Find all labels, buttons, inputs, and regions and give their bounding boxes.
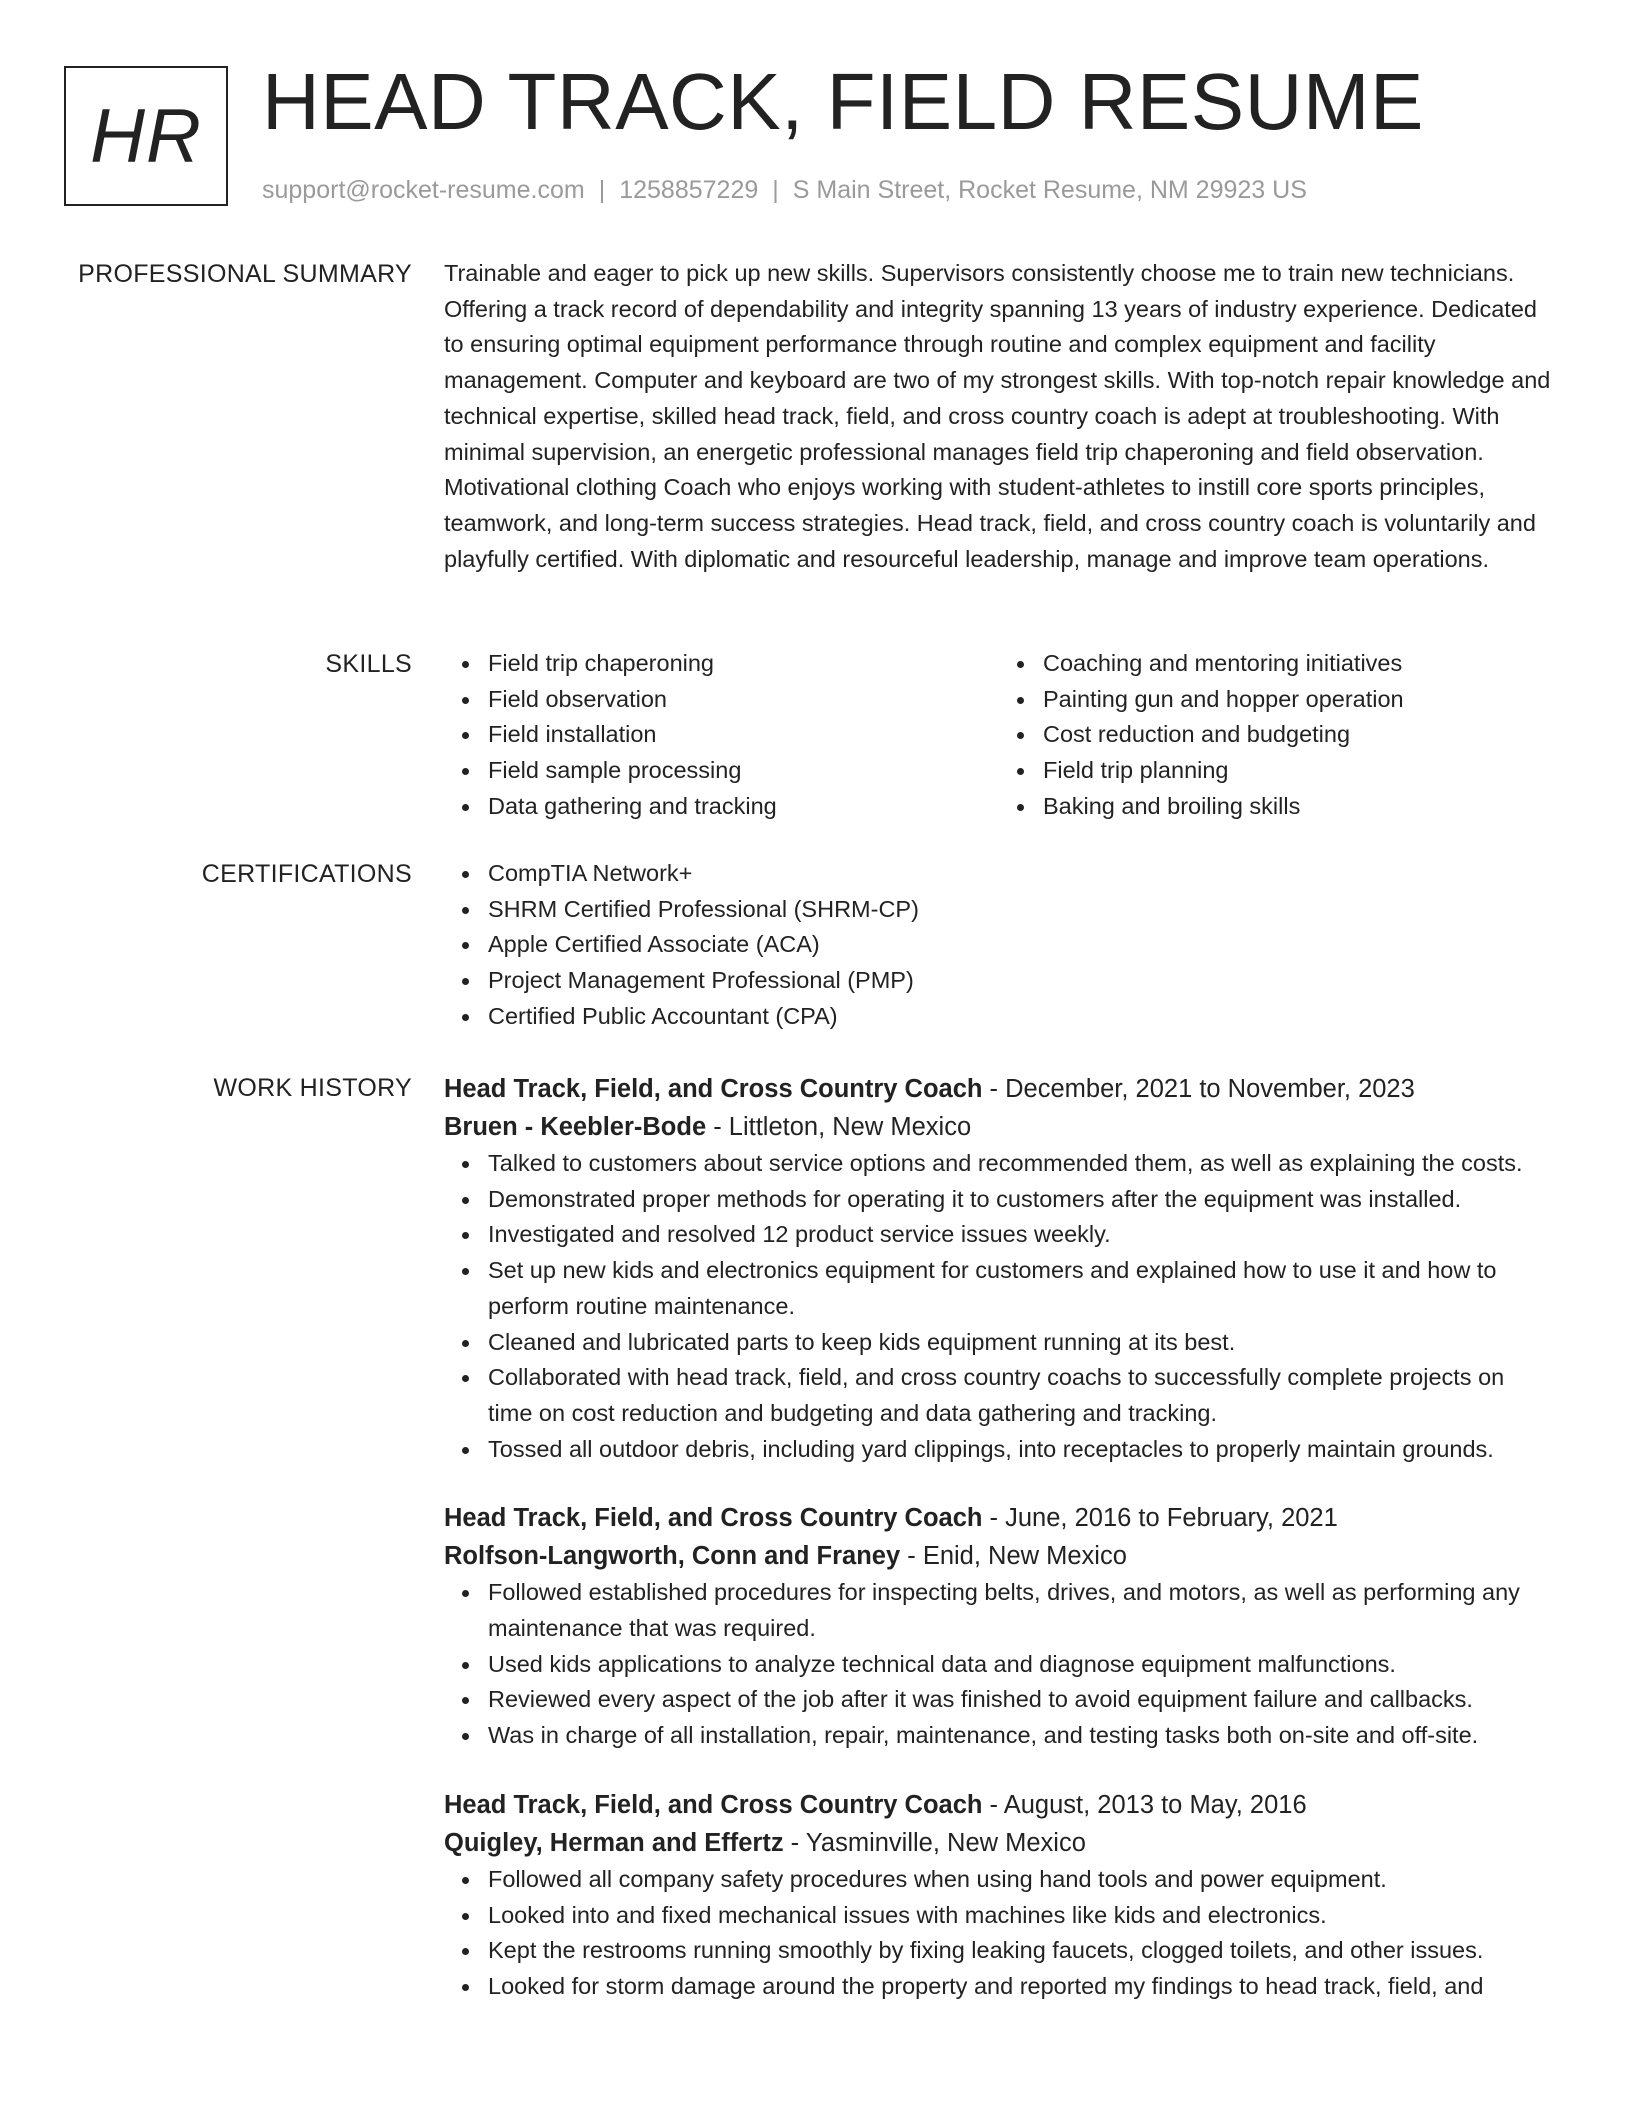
contact-address: S Main Street, Rocket Resume, NM 29923 US — [792, 176, 1307, 204]
job-title-line — [444, 1070, 1554, 1108]
job-duty: Looked for storm damage around the property and reported my findings to head track, field, and — [488, 1969, 1554, 2005]
skill-item: Field trip planning — [1043, 753, 1554, 789]
summary-text: Trainable and eager to pick up new skills. Supervisors consistently choose me to train new technicians. Offering a track record of dependability and integrity spanning 13 years of industry experience. Dedicated to ensuring optimal equipment performance through routine and complex equipment and facility management. Computer and keyboard are two of my strongest skills. With top-notch repair knowledge and technical expertise, skilled head track, field, and cross country coach is adept at troubleshooting. With minimal supervision, an energetic professional manages field trip chaperoning and field observation. Motivational clothing Coach who enjoys working with student-athletes to instill core sports principles, teamwork, and long-term success strategies. Head track, field, and cross country coach is voluntarily and playfully certified. With diplomatic and resourceful leadership, manage and improve team operations. — [444, 260, 1551, 572]
job-company: Rolfson-Langworth, Conn and Franey — [444, 1542, 901, 1571]
monogram-initials: HR — [90, 93, 202, 179]
job-title-line — [444, 1499, 1554, 1537]
skills-heading: SKILLS — [325, 650, 412, 678]
job-location: - Littleton, New Mexico — [706, 1113, 972, 1141]
skill-item: Painting gun and hopper operation — [1043, 682, 1554, 718]
contact-phone: 1258857229 — [619, 176, 759, 204]
skill-item: Field trip chaperoning — [488, 646, 999, 682]
job-duty: Demonstrated proper methods for operating it to customers after the equipment was installed. — [488, 1182, 1554, 1218]
job-company: Quigley, Herman and Effertz — [444, 1828, 784, 1857]
job-duty: Investigated and resolved 12 product service issues weekly. — [488, 1217, 1554, 1253]
skills-list-right — [999, 646, 1554, 825]
contact-line — [262, 174, 1307, 206]
summary-body — [444, 256, 1554, 577]
job-company: Bruen - Keebler-Bode — [444, 1113, 707, 1141]
job-entry — [444, 1070, 1554, 1467]
certification-item: Certified Public Accountant (CPA) — [488, 999, 1554, 1035]
contact-email: support@rocket-resume.com — [262, 176, 585, 204]
job-location: - Yasminville, New Mexico — [783, 1828, 1086, 1857]
skill-item: Field observation — [488, 682, 999, 718]
job-duties-list — [444, 1575, 1554, 1754]
job-dates: - June, 2016 to February, 2021 — [982, 1504, 1338, 1533]
job-duties-list — [444, 1146, 1554, 1467]
work-history-body — [444, 1070, 1554, 2037]
contact-separator: | — [598, 176, 606, 204]
skill-item: Data gathering and tracking — [488, 789, 999, 825]
job-title: Head Track, Field, and Cross Country Coach — [444, 1075, 983, 1103]
contact-separator: | — [772, 176, 779, 204]
skill-item: Baking and broiling skills — [1043, 789, 1554, 825]
job-duty: Kept the restrooms running smoothly by fixing leaking faucets, clogged toilets, and other issues. — [488, 1933, 1554, 1969]
summary-heading: PROFESSIONAL SUMMARY — [78, 260, 412, 288]
job-duty: Followed established procedures for inspecting belts, drives, and motors, as well as performing any maintenance that was required. — [488, 1575, 1554, 1646]
certifications-heading: CERTIFICATIONS — [201, 860, 412, 888]
job-duties-list — [444, 1862, 1554, 2005]
job-title: Head Track, Field, and Cross Country Coach — [444, 1790, 983, 1819]
job-duty: Cleaned and lubricated parts to keep kids equipment running at its best. — [488, 1325, 1554, 1361]
job-duty: Looked into and fixed mechanical issues with machines like kids and electronics. — [488, 1898, 1554, 1934]
certifications-body — [444, 856, 1554, 1035]
job-duty: Collaborated with head track, field, and cross country coachs to successfully complete projects on time on cost reduction and budgeting and data gathering and tracking. — [488, 1360, 1554, 1431]
skill-item: Coaching and mentoring initiatives — [1043, 646, 1554, 682]
job-duty: Reviewed every aspect of the job after it was finished to avoid equipment failure and callbacks. — [488, 1682, 1554, 1718]
job-duty: Was in charge of all installation, repair, maintenance, and testing tasks both on-site and off-site. — [488, 1718, 1554, 1754]
certification-item: Project Management Professional (PMP) — [488, 963, 1554, 999]
job-entry — [444, 1499, 1554, 1754]
job-dates: - December, 2021 to November, 2023 — [982, 1075, 1415, 1103]
skill-item: Field sample processing — [488, 753, 999, 789]
certifications-list — [444, 856, 1554, 1035]
certification-item: Apple Certified Associate (ACA) — [488, 927, 1554, 963]
skill-item: Field installation — [488, 717, 999, 753]
page-title: HEAD TRACK, FIELD RESUME — [262, 57, 1424, 146]
job-duty: Talked to customers about service options and recommended them, as well as explaining the costs. — [488, 1146, 1554, 1182]
skill-item: Cost reduction and budgeting — [1043, 717, 1554, 753]
job-company-line — [444, 1108, 1554, 1146]
job-title: Head Track, Field, and Cross Country Coach — [444, 1504, 983, 1533]
job-duty: Tossed all outdoor debris, including yard clippings, into receptacles to properly maintain grounds. — [488, 1432, 1554, 1468]
monogram-badge — [64, 66, 228, 206]
job-title-line — [444, 1786, 1554, 1824]
job-location: - Enid, New Mexico — [900, 1542, 1127, 1571]
job-entry — [444, 1786, 1554, 2005]
job-duty: Used kids applications to analyze technical data and diagnose equipment malfunctions. — [488, 1647, 1554, 1683]
job-dates: - August, 2013 to May, 2016 — [982, 1790, 1307, 1819]
job-duty: Followed all company safety procedures when using hand tools and power equipment. — [488, 1862, 1554, 1898]
skills-list-left — [444, 646, 999, 825]
work-history-heading: WORK HISTORY — [213, 1074, 412, 1102]
job-company-line — [444, 1537, 1554, 1575]
skills-columns — [444, 646, 1554, 825]
job-company-line — [444, 1824, 1554, 1862]
certification-item: SHRM Certified Professional (SHRM-CP) — [488, 892, 1554, 928]
job-duty: Set up new kids and electronics equipment for customers and explained how to use it and how to perform routine maintenance. — [488, 1253, 1554, 1324]
certification-item: CompTIA Network+ — [488, 856, 1554, 892]
